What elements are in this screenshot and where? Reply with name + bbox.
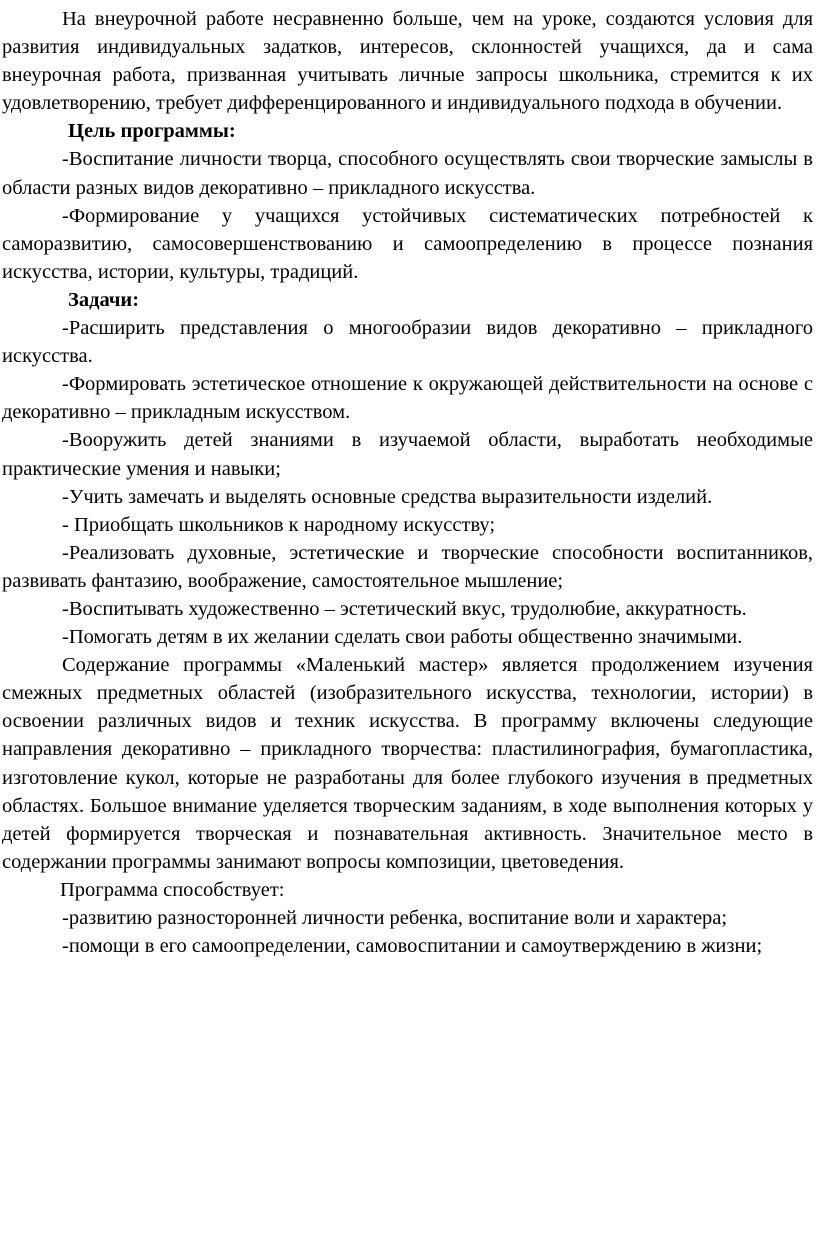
goal-heading: Цель программы: <box>68 120 236 143</box>
goal-item: -Формирование у учащихся устойчивых систематических потребностей к саморазвитию, самосовершенствованию и самоопределению в процессе познания искусства, истории, культуры, традиций. <box>2 204 813 283</box>
intro-paragraph: На внеурочной работе несравненно больше, чем на уроке, создаются условия для развития индивидуальных задатков, интересов, склонностей учащихся, да и сама внеурочная работа, призванная учитывать личные запросы школьника, стремится к их удовлетворению, требует дифференцированного и индивидуального подхода в обучении. <box>2 8 813 115</box>
task-item: -Помогать детям в их желании сделать свои работы общественно значимыми. <box>62 626 743 649</box>
task-item: -Расширить представления о многообразии видов декоративно – прикладного искусства. <box>2 317 813 368</box>
task-item: -Воспитывать художественно – эстетический вкус, трудолюбие, аккуратность. <box>62 597 747 620</box>
benefit-item: -помощи в его самоопределении, самовоспитании и самоутверждению в жизни; <box>62 935 763 958</box>
task-item: -Учить замечать и выделять основные средства выразительности изделий. <box>62 485 713 508</box>
goal-item: -Воспитание личности творца, способного осуществлять свои творческие замыслы в области разных видов декоративно – прикладного искусства. <box>2 148 813 199</box>
tasks-heading: Задачи: <box>68 288 140 311</box>
benefits-heading: Программа способствует: <box>60 878 285 901</box>
document-page <box>2 5 813 960</box>
task-item: -Реализовать духовные, эстетические и творческие способности воспитанников, развивать фантазию, воображение, самостоятельное мышление; <box>2 541 813 592</box>
content-paragraph: Содержание программы «Маленький мастер» является продолжением изучения смежных предметных областей (изобразительного искусства, технологии, истории) в освоении различных видов и техник искусства. В программу включены следующие направления декоративно – прикладного творчества: пластилинография, бумагопластика, изготовление кукол, которые не разработаны для более глубокого изучения в предметных областях. Большое внимание уделяется творческим заданиям, в ходе выполнения которых у детей формируется творческая и познавательная активность. Значительное место в содержании программы занимают вопросы композиции, цветоведения. <box>2 654 813 873</box>
task-item: -Формировать эстетическое отношение к окружающей действительности на основе с декоративно – прикладным искусством. <box>2 373 813 424</box>
benefit-item: -развитию разносторонней личности ребенка, воспитание воли и характера; <box>62 907 728 929</box>
task-item: -Вооружить детей знаниями в изучаемой области, выработать необходимые практические умения и навыки; <box>2 429 813 480</box>
task-item: - Приобщать школьников к народному искусству; <box>62 513 496 536</box>
